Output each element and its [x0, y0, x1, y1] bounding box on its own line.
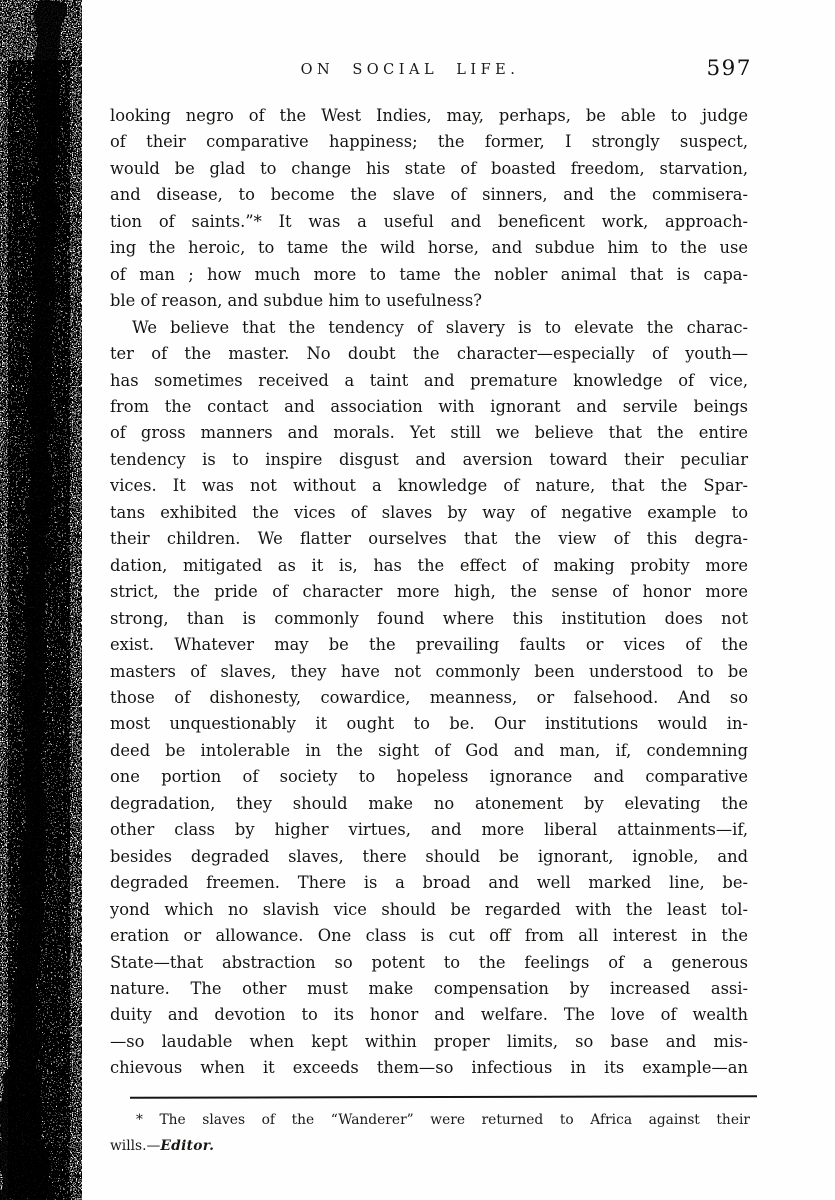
text-line: eration or allowance. One class is cut off from all interest in the — [110, 926, 748, 946]
text-line: tion of saints.”* It was a useful and beneficent work, approach- — [110, 211, 748, 231]
text-line: ing the heroic, to tame the wild horse, and subdue him to the use — [110, 238, 748, 258]
text-line: chievous when it exceeds them—so infectious in its example—an — [110, 1058, 748, 1078]
text-line: and disease, to become the slave of sinners, and the commisera- — [110, 185, 748, 205]
text-line: would be glad to change his state of boasted freedom, starvation, — [110, 158, 748, 178]
page-number: 597 — [706, 56, 752, 81]
text-line: strict, the pride of character more high, the sense of honor more — [110, 582, 748, 602]
body-text — [110, 103, 748, 1082]
text-line: We believe that the tendency of slavery is to elevate the charac- — [132, 317, 748, 337]
text-line: tans exhibited the vices of slaves by way of negative example to — [110, 502, 748, 522]
footnote — [110, 1108, 750, 1159]
text-line: most unquestionably it ought to be. Our institutions would in- — [110, 714, 748, 734]
running-header-title: ON SOCIAL LIFE. — [300, 62, 520, 78]
text-line: of man ; how much more to tame the nobler animal that is capa- — [110, 264, 748, 284]
text-line: of their comparative happiness; the former, I strongly suspect, — [110, 132, 748, 152]
text-line: strong, than is commonly found where this institution does not — [110, 608, 748, 628]
text-line: other class by higher virtues, and more liberal attainments—if, — [110, 820, 748, 840]
text-line: those of dishonesty, cowardice, meanness, or falsehood. And so — [110, 687, 748, 707]
text-line: dation, mitigated as it is, has the effect of making probity more — [110, 555, 748, 575]
text-line: —so laudable when kept within proper limits, so base and mis- — [110, 1031, 748, 1051]
text-line: tendency is to inspire disgust and aversion toward their peculiar — [110, 449, 748, 469]
text-line: deed be intolerable in the sight of God and man, if, condemning — [110, 740, 748, 760]
text-line: from the contact and association with ignorant and servile beings — [110, 396, 748, 416]
footnote-divider — [130, 1095, 757, 1099]
text-line: yond which no slavish vice should be regarded with the least tol- — [110, 899, 748, 919]
text-line: exist. Whatever may be the prevailing faults or vices of the — [110, 635, 748, 655]
text-line: nature. The other must make compensation by increased assi- — [110, 978, 748, 998]
text-line: of gross manners and morals. Yet still we believe that the entire — [110, 423, 748, 443]
text-line: besides degraded slaves, there should be ignorant, ignoble, and — [110, 846, 748, 866]
text-line: one portion of society to hopeless ignorance and comparative — [110, 767, 748, 787]
text-line: duity and devotion to its honor and welfare. The love of wealth — [110, 1005, 748, 1025]
text-line: ter of the master. No doubt the character—especially of youth— — [110, 344, 748, 364]
text-line: degraded freemen. There is a broad and well marked line, be- — [110, 873, 748, 893]
footnote-line-2 — [110, 1134, 750, 1160]
text-line: State—that abstraction so potent to the feelings of a generous — [110, 952, 748, 972]
text-line: masters of slaves, they have not commonly been understood to be — [110, 661, 748, 681]
text-line: looking negro of the West Indies, may, perhaps, be able to judge — [110, 106, 748, 125]
text-line: vices. It was not without a knowledge of nature, that the Spar- — [110, 476, 748, 496]
text-line: has sometimes received a taint and premature knowledge of vice, — [110, 370, 748, 390]
text-line: their children. We flatter ourselves that the view of this degra- — [110, 529, 748, 549]
text-line: degradation, they should make no atonement by elevating the — [110, 793, 748, 813]
footnote-line-1: * The slaves of the “Wanderer” were returned to Africa against their — [136, 1112, 750, 1128]
footnote-text-prefix: wills.— — [110, 1137, 161, 1154]
text-line: ble of reason, and subdue him to usefulness? — [110, 291, 482, 311]
binding-shadow-artifact — [0, 0, 100, 1200]
footnote-editor-credit: Editor. — [160, 1137, 215, 1154]
